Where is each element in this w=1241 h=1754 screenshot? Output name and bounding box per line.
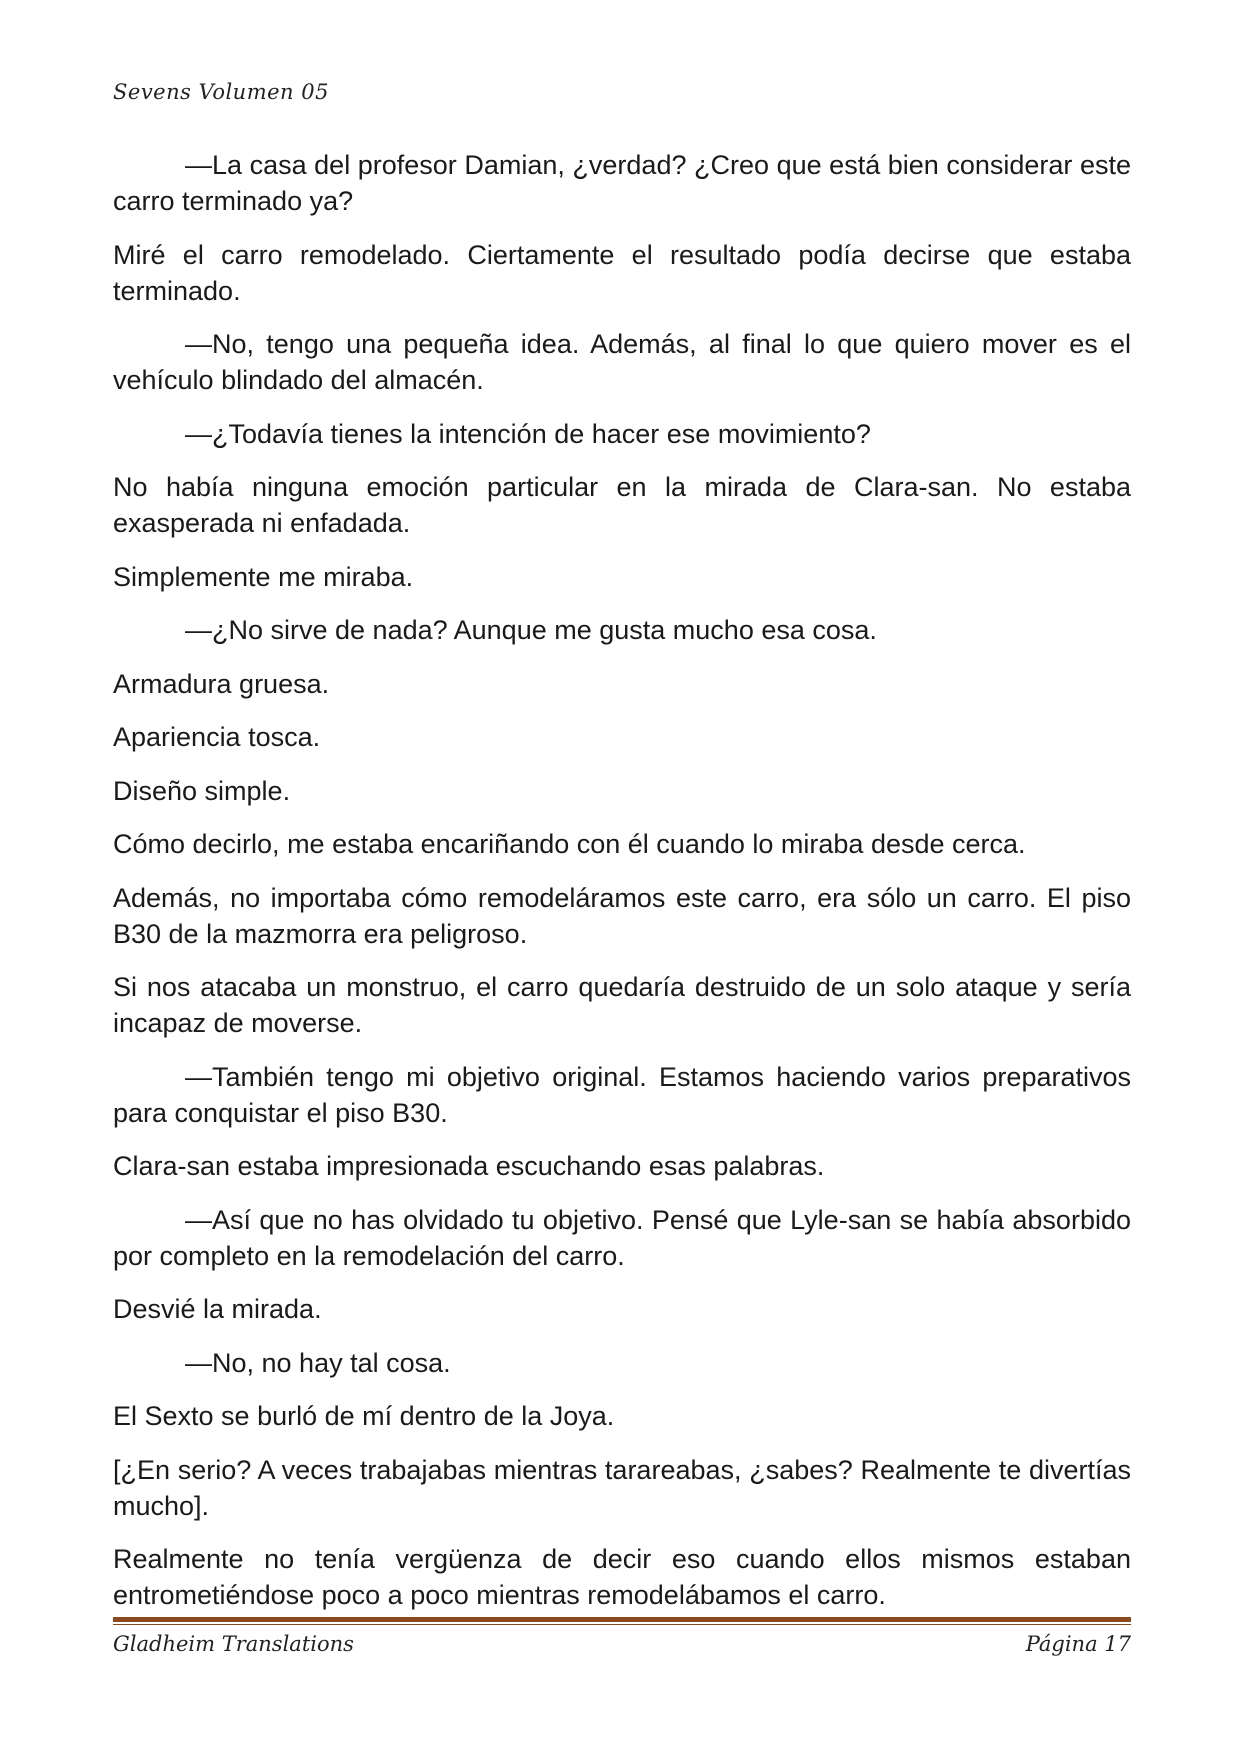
paragraph: Miré el carro remodelado. Ciertamente el resultado podía decirse que estaba terminado. (113, 239, 1131, 306)
page-footer (113, 1632, 1131, 1656)
paragraph: —También tengo mi objetivo original. Estamos haciendo varios preparativos para conquistar el piso B30. (113, 1061, 1131, 1128)
paragraph: —¿No sirve de nada? Aunque me gusta mucho esa cosa. (185, 615, 877, 645)
paragraph: Además, no importaba cómo remodeláramos este carro, era sólo un carro. El piso B30 de la mazmorra era peligroso. (113, 882, 1131, 949)
paragraph: Realmente no tenía vergüenza de decir eso cuando ellos mismos estaban entrometiéndose poco a poco mientras remodelábamos el carro. (113, 1544, 1131, 1610)
paragraph: Armadura gruesa. (113, 668, 330, 699)
paragraph: No había ninguna emoción particular en la mirada de Clara-san. No estaba exasperada ni enfadada. (113, 472, 1131, 538)
paragraph: —La casa del profesor Damian, ¿verdad? ¿Creo que está bien considerar este carro terminado ya? (113, 150, 1131, 216)
paragraph: Diseño simple. (113, 775, 291, 806)
paragraph: —¿Todavía tienes la intención de hacer ese movimiento? (185, 418, 871, 449)
paragraph: Desvié la mirada. (113, 1294, 322, 1324)
paragraph: Si nos atacaba un monstruo, el carro quedaría destruido de un solo ataque y sería incapaz de moverse. (113, 972, 1131, 1038)
paragraph: Cómo decirlo, me estaba encariñando con él cuando lo miraba desde cerca. (113, 829, 1026, 859)
footer-divider-thin (113, 1624, 1131, 1625)
paragraph: Clara-san estaba impresionada escuchando esas palabras. (113, 1151, 825, 1181)
page-number: Página 17 (1025, 1632, 1131, 1656)
page-header-title: Sevens Volumen 05 (113, 80, 329, 104)
body-text (113, 147, 1131, 1631)
paragraph: El Sexto se burló de mí dentro de la Joya. (113, 1401, 615, 1431)
footer-credit: Gladheim Translations (113, 1632, 354, 1656)
paragraph: —Así que no has olvidado tu objetivo. Pensé que Lyle-san se había absorbido por completo en la remodelación del carro. (113, 1204, 1131, 1271)
paragraph: Apariencia tosca. (113, 722, 321, 752)
paragraph: Simplemente me miraba. (113, 561, 414, 592)
paragraph: —No, no hay tal cosa. (185, 1347, 451, 1378)
paragraph: [¿En serio? A veces trabajabas mientras tarareabas, ¿sabes? Realmente te divertías mucho]. (113, 1454, 1131, 1521)
paragraph: —No, tengo una pequeña idea. Además, al final lo que quiero mover es el vehículo blindado del almacén. (113, 329, 1131, 395)
footer-divider (113, 1617, 1131, 1622)
